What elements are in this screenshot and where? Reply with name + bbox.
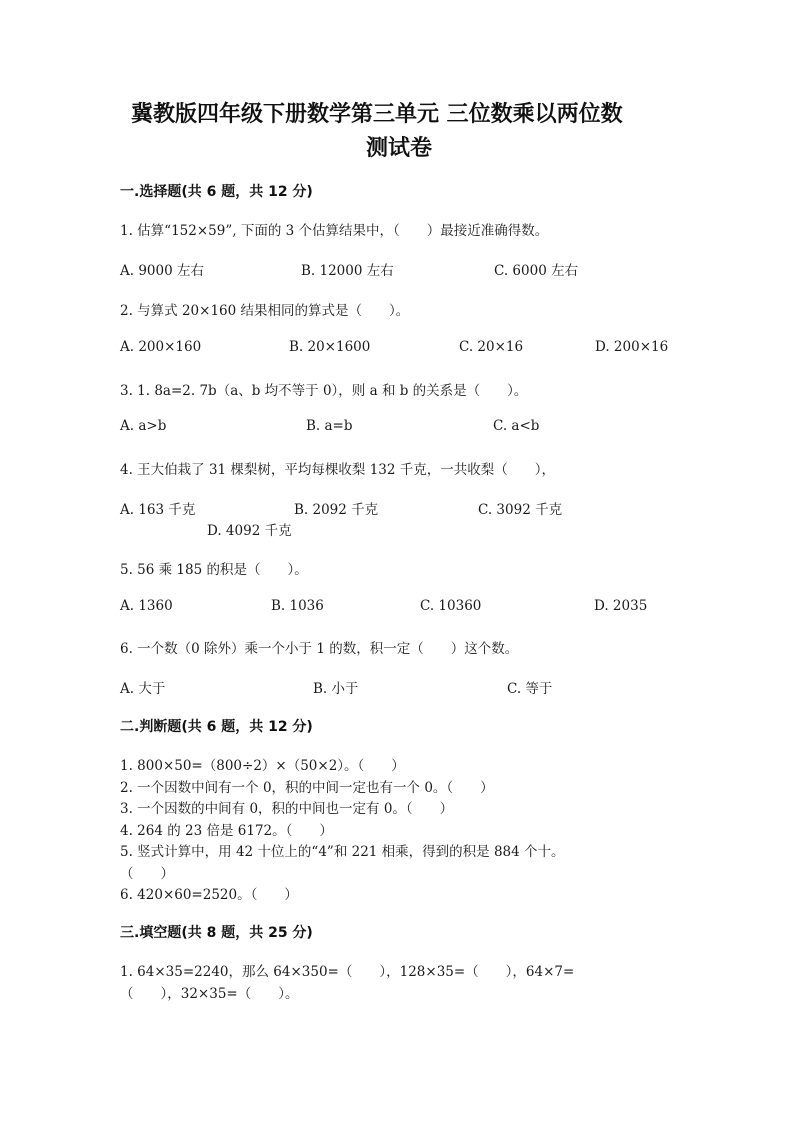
tf-item-5: 5. 竖式计算中，用 42 十位上的“4”和 221 相乘，得到的积是 884 个十。 — [120, 844, 565, 860]
q2-option-b: B. 20×1600 — [289, 339, 371, 355]
q2-option-c: C. 20×16 — [459, 339, 524, 355]
section-heading-fill-blank: 三.填空题(共 8 题，共 25 分) — [120, 925, 313, 941]
q6-option-c: C. 等于 — [507, 681, 553, 697]
q2-option-d: D. 200×16 — [595, 339, 669, 355]
q4-option-c: C. 3092 千克 — [478, 502, 563, 518]
q1-option-a: A. 9000 左右 — [120, 263, 204, 279]
q5-option-a: A. 1360 — [120, 598, 173, 614]
tf-item-6: 6. 420×60=2520。（ ） — [120, 887, 298, 903]
q5-option-b: B. 1036 — [271, 598, 324, 614]
question-1: 1. 估算“152×59”, 下面的 3 个估算结果中，（ ）最接近准确得数。 — [120, 223, 549, 239]
q2-option-a: A. 200×160 — [120, 339, 202, 355]
q3-option-c: C. a<b — [493, 418, 540, 434]
tf-item-1: 1. 800×50=（800÷2）×（50×2）。（ ） — [120, 758, 405, 774]
q4-option-b: B. 2092 千克 — [294, 502, 379, 518]
tf-item-3: 3. 一个因数的中间有 0，积的中间也一定有 0。（ ） — [120, 801, 454, 817]
page-title-line2: 测试卷 — [366, 136, 433, 161]
q1-option-c: C. 6000 左右 — [494, 263, 579, 279]
q1-option-b: B. 12000 左右 — [301, 263, 394, 279]
tf-item-2: 2. 一个因数中间有一个 0，积的中间一定也有一个 0。（ ） — [120, 780, 494, 796]
question-5: 5. 56 乘 185 的积是（ ）。 — [120, 562, 308, 578]
section-heading-true-false: 二.判断题(共 6 题，共 12 分) — [120, 719, 313, 735]
q5-option-c: C. 10360 — [420, 598, 482, 614]
q3-option-a: A. a>b — [120, 418, 167, 434]
fill-item-1-cont: （ ），32×35=（ ）。 — [120, 986, 299, 1002]
q4-option-d: D. 4092 千克 — [207, 523, 292, 539]
q6-option-b: B. 小于 — [313, 681, 359, 697]
q3-option-b: B. a=b — [306, 418, 353, 434]
fill-item-1: 1. 64×35=2240，那么 64×350=（ ），128×35=（ ），64×7= — [120, 964, 575, 980]
question-6: 6. 一个数（0 除外）乘一个小于 1 的数，积一定（ ）这个数。 — [120, 641, 519, 657]
tf-item-5-bracket: （ ） — [120, 866, 174, 882]
question-2: 2. 与算式 20×160 结果相同的算式是（ ）。 — [120, 303, 410, 319]
q5-option-d: D. 2035 — [594, 598, 648, 614]
section-heading-choice: 一.选择题(共 6 题，共 12 分) — [120, 184, 313, 200]
page-title-line1: 冀教版四年级下册数学第三单元 三位数乘以两位数 — [131, 102, 623, 127]
q6-option-a: A. 大于 — [120, 681, 166, 697]
tf-item-4: 4. 264 的 23 倍是 6172。（ ） — [120, 823, 333, 839]
question-3: 3. 1. 8a=2. 7b（a、b 均不等于 0），则 a 和 b 的关系是（ ）。 — [120, 383, 528, 399]
question-4: 4. 王大伯栽了 31 棵梨树，平均每棵收梨 132 千克，一共收梨（ ）， — [120, 462, 556, 478]
q4-option-a: A. 163 千克 — [120, 502, 196, 518]
